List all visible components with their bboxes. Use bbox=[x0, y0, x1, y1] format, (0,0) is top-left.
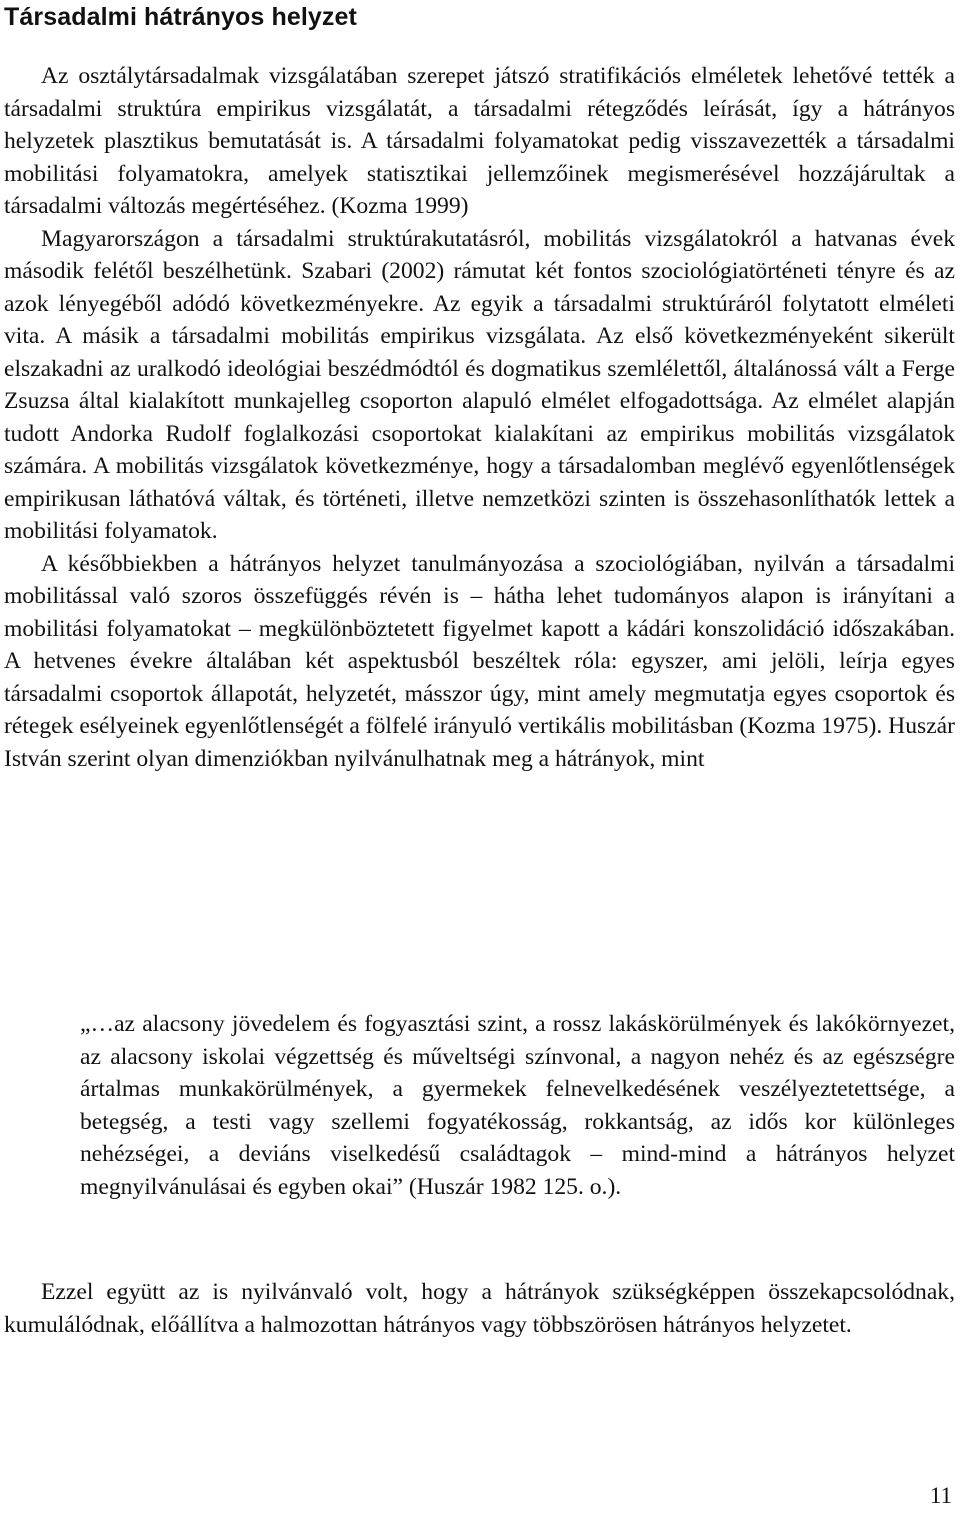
paragraph-3: A későbbiekben a hátrányos helyzet tanulmányozása a szociológiában, nyilván a társadalmi mobilitással való szoros összefüggés révén is – hátha lehet tudományos alapon is irányítani a mobilitási folyamatokat – megkülönböztetett figyelmet kapott a kádári konszolidáció időszakában. A hetvenes évekre általában két aspektusból beszéltek róla: egyszer, ami jelöli, leírja egyes társadalmi csoportok állapotát, helyzetét, másszor úgy, mint amely megmutatja egyes csoportok és rétegek esélyeinek egyenlőtlenségét a fölfelé irányuló vertikális mobilitásban (Kozma 1975). Huszár István szerint olyan dimenziókban nyilvánulhatnak meg a hátrányok, mint bbox=[4, 550, 955, 772]
paragraph-2: Magyarországon a társadalmi struktúrakutatásról, mobilitás vizsgálatokról a hatvanas évek második felétől beszélhetünk. Szabari (2002) rámutat két fontos szociológiatörténeti tényre és az azok lényegéből adódó következményekre. Az egyik a társadalmi struktúráról folytatott elméleti vita. A másik a társadalmi mobilitás empirikus vizsgálata. Az első következményeként sikerült elszakadni az uralkodó ideológiai beszédmódtól és dogmatikus szemlélettől, általánossá vált a Ferge Zsuzsa által kialakított munkajelleg csoporton alapuló elmélet elfogadottsága. Az elmélet alapján tudott Andorka Rudolf foglalkozási csoportokat kialakítani az empirikus mobilitás vizsgálatok számára. A mobilitás vizsgálatok következménye, hogy a társadalomban meglévő egyenlőtlenségek empirikusan láthatóvá váltak, és történeti, illetve nemzetközi szinten is összehasonlíthatók lettek a mobilitási folyamatok. bbox=[4, 225, 955, 544]
paragraph-1: Az osztálytársadalmak vizsgálatában szerepet játszó stratifikációs elméletek lehetővé tették a társadalmi struktúra empirikus vizsgálatát, a társadalmi rétegződés leírását, így a hátrányos helyzetek plasztikus bemutatását is. A társadalmi folyamatokat pedig visszavezették a társadalmi mobilitási folyamatokra, amelyek statisztikai jellemzőinek megismerésével hozzájárultak a társadalmi változás megértéséhez. (Kozma 1999) bbox=[4, 63, 955, 219]
closing-paragraph: Ezzel együtt az is nyilvánvaló volt, hogy a hátrányok szükségképpen összekapcsolódnak, kumulálódnak, előállítva a halmozottan hátrányos vagy többszörösen hátrányos helyzetet. bbox=[4, 1279, 955, 1338]
page-number: 11 bbox=[929, 1483, 952, 1508]
body-text bbox=[4, 60, 955, 775]
quote-text: „…az alacsony jövedelem és fogyasztási szint, a rossz lakáskörülmények és lakókörnyezet, az alacsony iskolai végzettség és műveltségi színvonal, a nagyon nehéz és az egészségre ártalmas munkakörülmények, a gyermekek felnevelkedésének veszélyeztetettsége, a betegség, a testi vagy szellemi fogyatékosság, rokkantság, az idős kor különleges nehézségei, a deviáns viselkedésű családtagok – mind-mind a hátrányos helyzet megnyilvánulásai és egyben okai” (Huszár 1982 125. o.). bbox=[80, 1011, 955, 1200]
section-heading: Társadalmi hátrányos helyzet bbox=[4, 3, 357, 31]
closing-text bbox=[4, 1276, 955, 1341]
block-quote bbox=[80, 1008, 955, 1203]
